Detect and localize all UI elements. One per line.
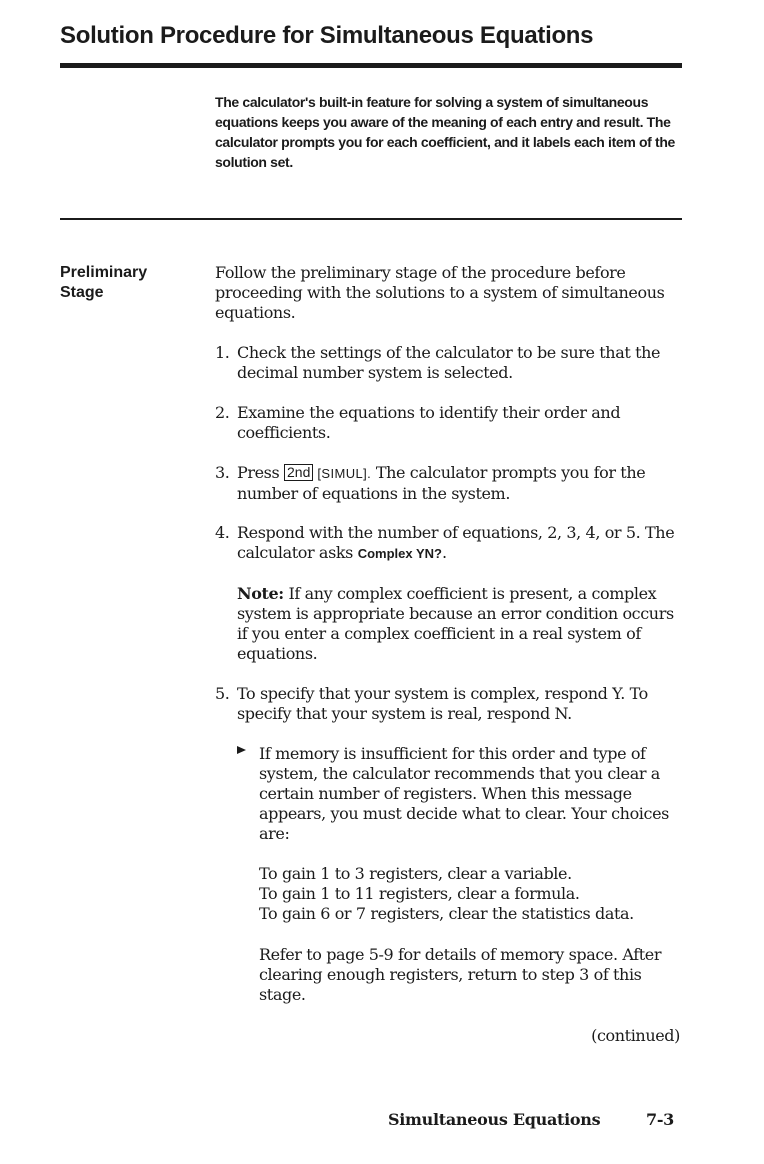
step-number: 3. bbox=[215, 463, 230, 482]
note-label: Note: bbox=[237, 584, 284, 603]
step-text: Examine the equations to identify their order and coefficients. bbox=[237, 403, 621, 442]
step-number: 5. bbox=[215, 684, 230, 703]
step-4-post: . bbox=[441, 543, 447, 562]
choice-item: To gain 1 to 3 registers, clear a variable. bbox=[259, 864, 572, 883]
note-paragraph bbox=[237, 584, 677, 664]
section-heading-line2: Stage bbox=[60, 284, 104, 301]
step-2 bbox=[215, 403, 685, 443]
page-title: Solution Procedure for Simultaneous Equations bbox=[60, 22, 594, 49]
register-choices bbox=[259, 864, 679, 924]
step-3-text: The calculator prompts you for the number of equations in the system. bbox=[237, 463, 646, 503]
bullet-arrow-icon bbox=[237, 746, 246, 754]
step-text: To specify that your system is complex, respond Y. To specify that your system is real, respond N. bbox=[237, 684, 648, 723]
step-5 bbox=[215, 684, 685, 724]
complex-prompt: Complex YN? bbox=[357, 546, 442, 561]
section-divider bbox=[60, 218, 682, 220]
step-number: 1. bbox=[215, 343, 230, 362]
step-text bbox=[237, 463, 685, 504]
footer-chapter: Simultaneous Equations bbox=[388, 1110, 601, 1129]
section-lead: Follow the preliminary stage of the procedure before proceeding with the solutions to a system of simultaneous equations. bbox=[215, 263, 665, 322]
refer-paragraph: Refer to page 5-9 for details of memory space. After clearing enough registers, return to step 3 of this stage. bbox=[259, 945, 662, 1004]
step-1 bbox=[215, 343, 685, 383]
step-number: 2. bbox=[215, 403, 230, 422]
step-number: 4. bbox=[215, 523, 230, 542]
simul-key-label: [SIMUL]. bbox=[313, 466, 372, 481]
intro-paragraph: The calculator's built-in feature for solving a system of simultaneous equations keeps you aware of the meaning of each entry and result. The calculator prompts you for each coefficient, and it labels each item of the solution set. bbox=[215, 94, 675, 170]
2nd-key: 2nd bbox=[284, 464, 313, 481]
section-heading bbox=[60, 263, 147, 303]
step-4 bbox=[215, 523, 685, 564]
note-text: If any complex coefficient is present, a complex system is appropriate because an error condition occurs if you enter a complex coefficient in a real system of equations. bbox=[237, 584, 674, 663]
header-rule bbox=[60, 63, 682, 68]
step-text: Check the settings of the calculator to be sure that the decimal number system is selected. bbox=[237, 343, 661, 382]
step-4-text: Respond with the number of equations, 2, 3, 4, or 5. The calculator asks bbox=[237, 523, 675, 562]
step-3 bbox=[215, 463, 685, 504]
page-number: 7-3 bbox=[646, 1110, 675, 1129]
section-heading-line1: Preliminary bbox=[60, 264, 148, 281]
choice-item: To gain 1 to 11 registers, clear a formula. bbox=[259, 884, 580, 903]
memory-bullet-text: If memory is insufficient for this order and type of system, the calculator recommends that you clear a certain number of registers. When this message appears, you must decide what to clear. Your choices are: bbox=[259, 744, 669, 843]
step-3-pre: Press bbox=[237, 463, 284, 482]
step-text bbox=[237, 523, 685, 564]
continued-label: (continued) bbox=[591, 1026, 680, 1045]
choice-item: To gain 6 or 7 registers, clear the statistics data. bbox=[259, 904, 634, 923]
page-footer bbox=[388, 1110, 675, 1129]
